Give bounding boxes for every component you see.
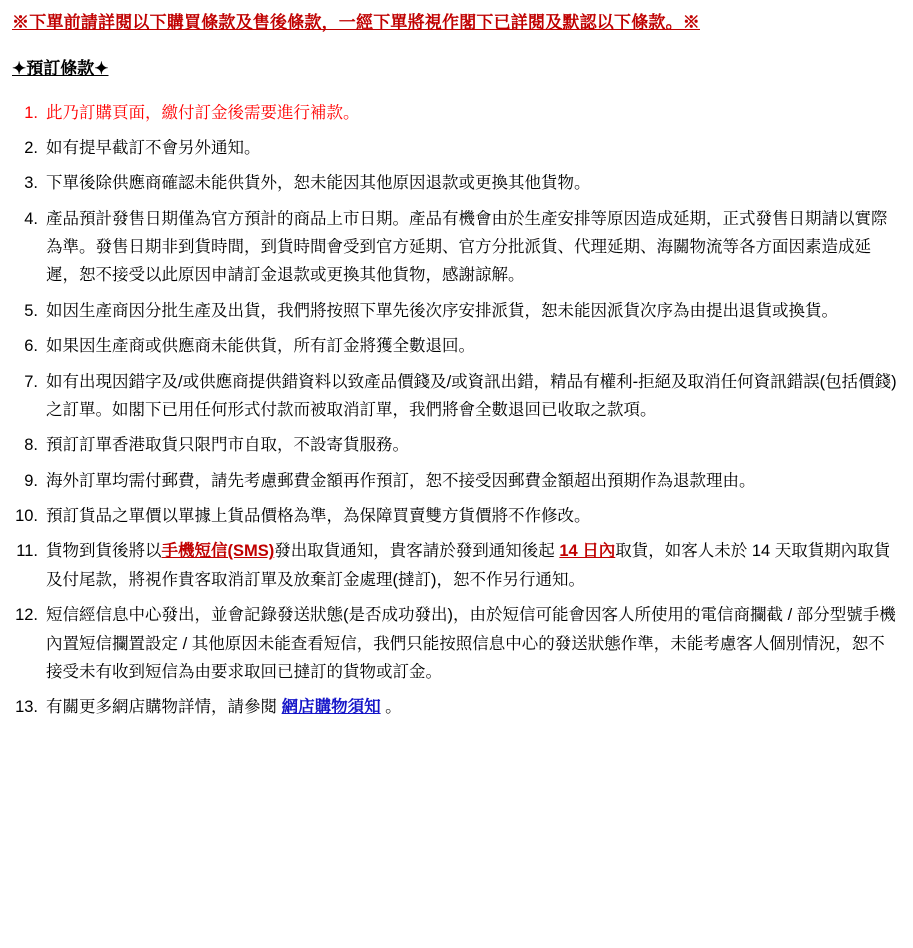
term-text: 如因生產商因分批生產及出貨，我們將按照下單先後次序安排派貨，恕未能因派貨次序為由提出退貨或換貨。: [46, 301, 838, 320]
term-number: 9.: [24, 471, 38, 490]
term-item: [12, 134, 901, 162]
term-number: 8.: [24, 436, 38, 455]
term-text: 產品預計發售日期僅為官方預計的商品上市日期。產品有機會由於生產安排等原因造成延期，正式發售日期請以實際為準。發售日期非到貨時間，到貨時間會受到官方延期、官方分批派貨、代理延期、海關物流等各方面因素造成延遲，恕不接受以此原因申請訂金退款或更換其他貨物，感謝諒解。: [46, 209, 888, 285]
term-item: [12, 368, 901, 425]
shop-guide-link[interactable]: 網店購物須知: [281, 698, 381, 717]
term-text: 如有提早截訂不會另外通知。: [46, 138, 261, 157]
term-item: [12, 332, 901, 360]
term-item: [12, 537, 901, 594]
term-text: 預訂訂單香港取貨只限門市自取，不設寄貨服務。: [46, 436, 409, 455]
term-text: [46, 698, 402, 716]
term-item: [12, 601, 901, 686]
term-number: 6.: [24, 337, 38, 356]
top-notice-banner: ※下單前請詳閱以下購買條款及售後條款，一經下單將視作閣下已詳閱及默認以下條款。※: [12, 13, 700, 32]
term-text: [46, 542, 890, 588]
term-number: 4.: [24, 209, 38, 228]
term-number: 10.: [15, 507, 38, 525]
term-number: 5.: [24, 301, 38, 320]
term-item: [12, 205, 901, 290]
term-text: 下單後除供應商確認未能供貨外，恕未能因其他原因退款或更換其他貨物。: [46, 174, 591, 193]
term-item: [12, 169, 901, 197]
term-item: [12, 431, 901, 459]
section-title-preorder-terms: ✦預訂條款✦: [12, 58, 109, 78]
term-item: [12, 467, 901, 495]
term-text: 此乃訂購頁面，繳付訂金後需要進行補款。: [46, 103, 360, 122]
term-item: [12, 297, 901, 325]
term-text-run: 有關更多網店購物詳情，請參閱: [46, 698, 282, 717]
term-number: 1.: [24, 103, 38, 122]
term-text-run: 。: [380, 698, 402, 717]
term-number: 13.: [15, 698, 38, 717]
term-text: 短信經信息中心發出，並會記錄發送狀態(是否成功發出)，由於短信可能會因客人所使用的電信商攔截 / 部分型號手機內置短信攔置設定 / 其他原因未能查看短信，我們只能按照信息中心的發送狀態作準，未能考慮客人個別情況，恕不接受未有收到短信為由要求取回已撻訂的貨物或訂金。: [46, 606, 896, 681]
terms-list: [12, 99, 901, 722]
term-item: [12, 693, 901, 721]
term-item: [12, 502, 901, 530]
term-number: 7.: [24, 372, 38, 391]
section-title-wrapper: [12, 36, 901, 85]
term-item: [12, 99, 901, 127]
term-number: 2.: [24, 138, 38, 157]
term-text-run: 貨物到貨後將以: [46, 542, 162, 561]
term-text: 預訂貨品之單價以單據上貨品價格為準，為保障買賣雙方貨價將不作修改。: [46, 507, 591, 525]
term-number: 12.: [15, 606, 38, 625]
term-text: 如果因生產商或供應商未能供貨，所有訂金將獲全數退回。: [46, 337, 475, 356]
term-text: 如有出現因錯字及/或供應商提供錯資料以致產品價錢及/或資訊出錯，精品有權利-拒絕及取消任何資訊錯誤(包括價錢) 之訂單。如閣下已用任何形式付款而被取消訂單，我們將會全數退回已收取之款項。: [46, 372, 897, 419]
term-text: 海外訂單均需付郵費，請先考慮郵費金額再作預訂，恕不接受因郵費金額超出預期作為退款理由。: [46, 471, 756, 490]
term-emphasis: 手機短信(SMS): [161, 542, 275, 561]
term-number: 3.: [24, 174, 38, 193]
term-text-run: 取貨，如客人未於 14 天取貨期內取貨及付尾款，將視作貴客取消訂單及放棄訂金處理(撻訂)，恕不作另行通知。: [46, 542, 891, 589]
term-emphasis: 14 日內: [559, 542, 616, 561]
term-number: 11.: [16, 542, 38, 561]
term-text-run: 發出取貨通知，貴客請於發到通知後起: [274, 542, 560, 561]
